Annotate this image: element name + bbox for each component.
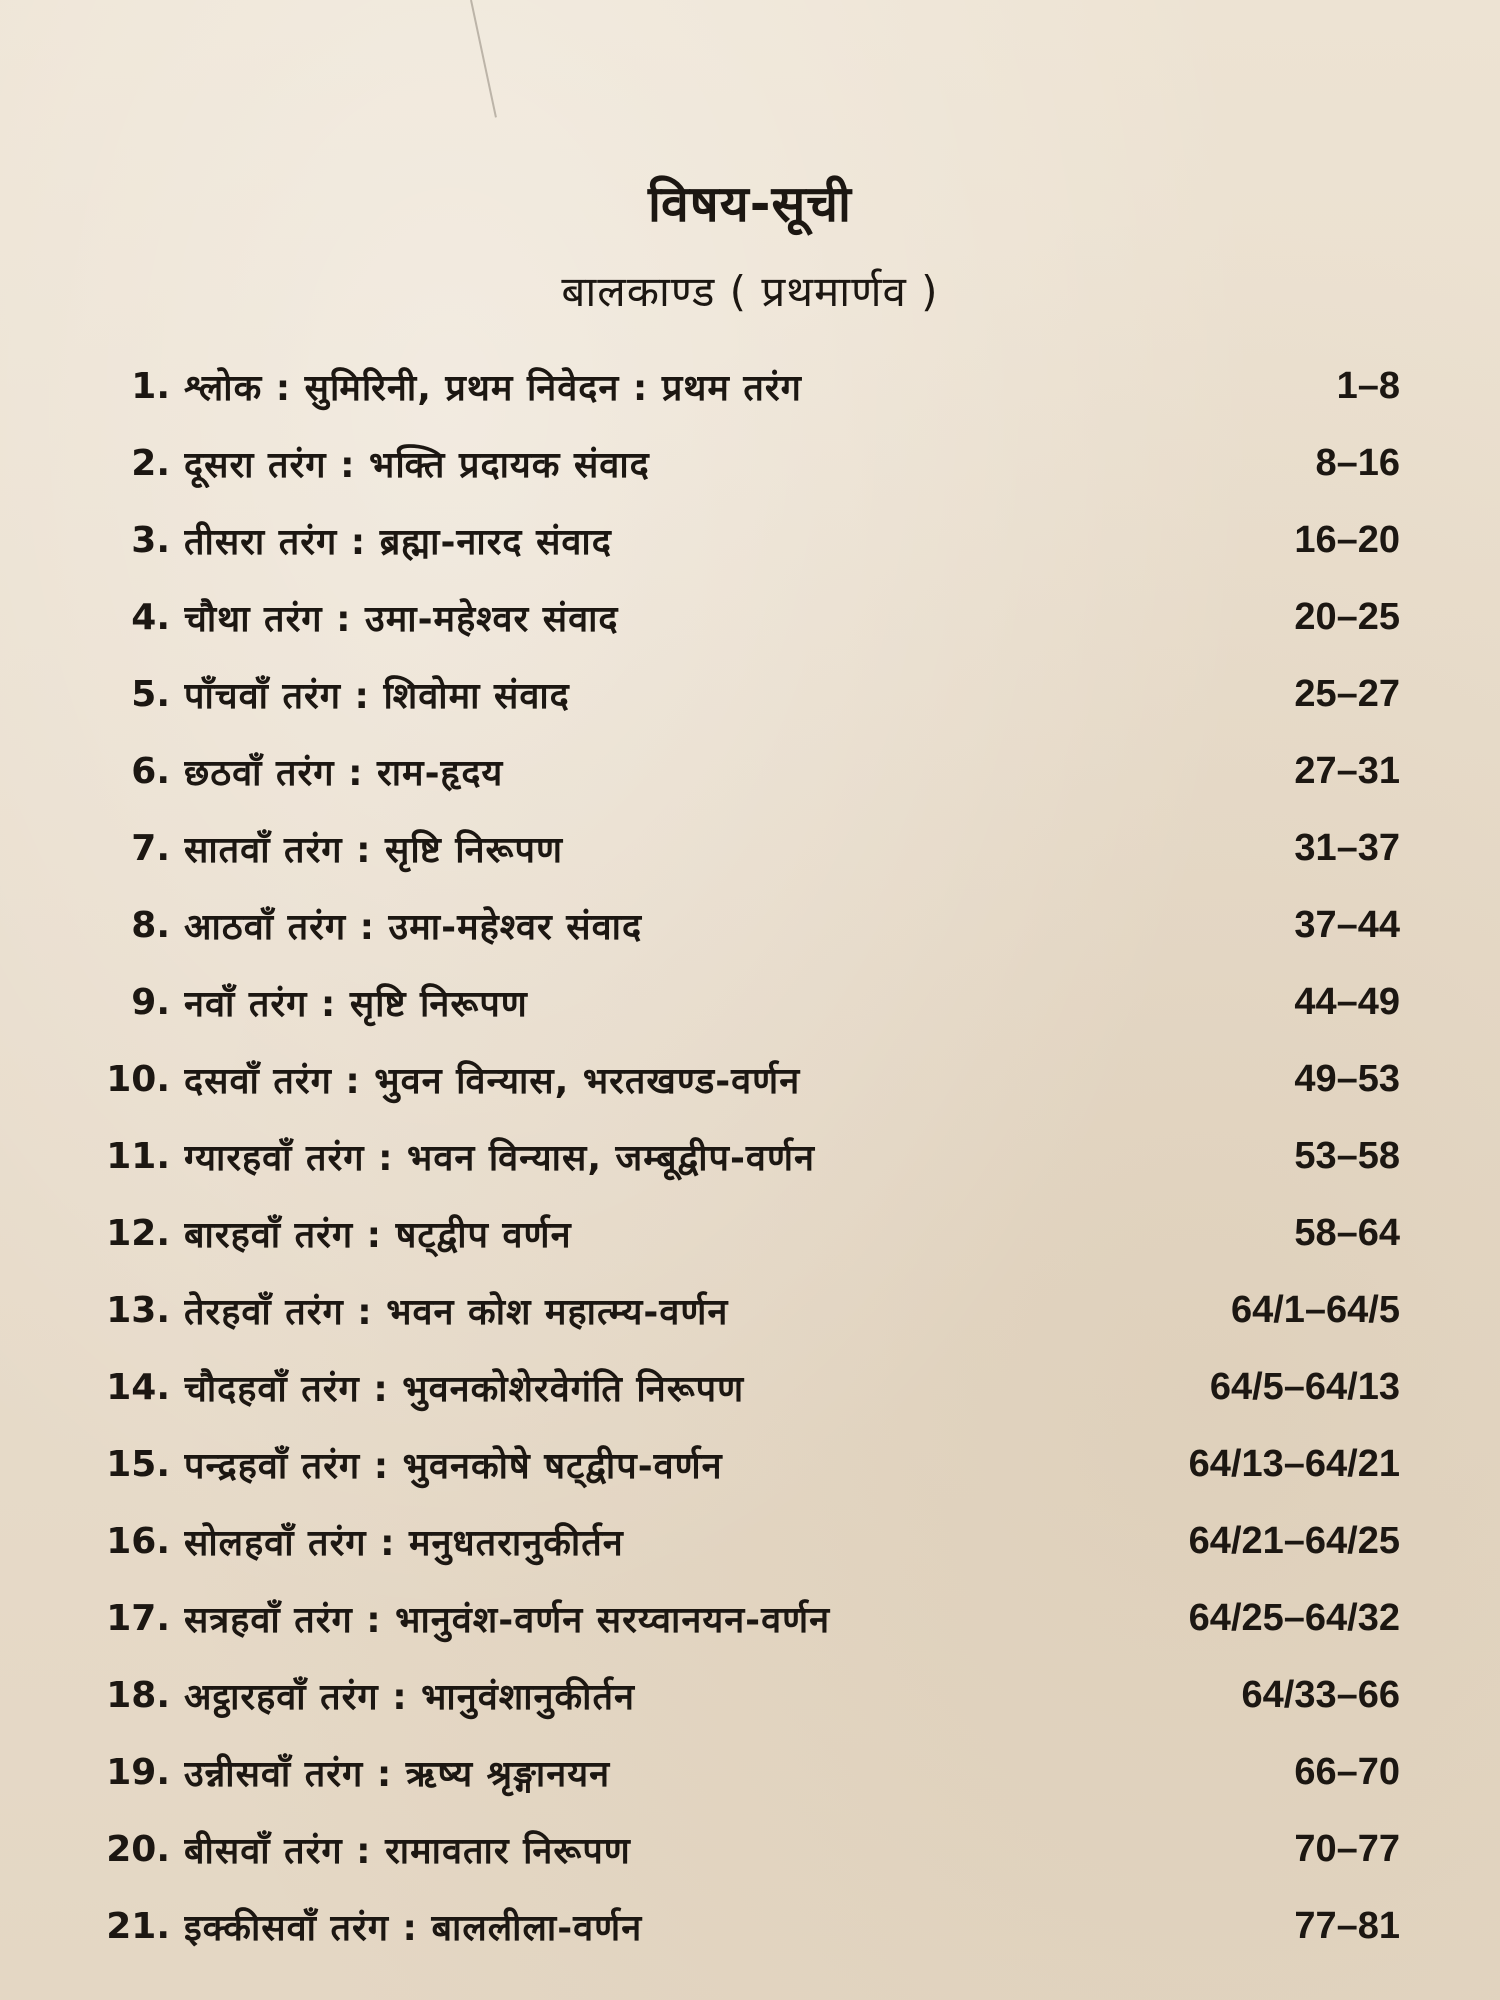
toc-pages: 8–16 (1315, 442, 1400, 484)
toc-text: छठवाँ तरंग : राम-हृदय (184, 753, 504, 794)
toc-pages: 64/25–64/32 (1188, 1597, 1400, 1639)
toc-pages: 31–37 (1294, 827, 1400, 869)
toc-text: ग्यारहवाँ तरंग : भवन विन्यास, जम्बूद्वीप-वर्णन (184, 1138, 815, 1179)
toc-text: सत्रहवाँ तरंग : भानुवंश-वर्णन सरय्वानयन-वर्णन (184, 1600, 831, 1641)
toc-text: पाँचवाँ तरंग : शिवोमा संवाद (184, 676, 570, 717)
toc-number: 20. (106, 1829, 170, 1870)
toc-text: दसवाँ तरंग : भुवन विन्यास, भरतखण्ड-वर्णन (184, 1061, 801, 1102)
toc-text: सोलहवाँ तरंग : मनुधतरानुकीर्तन (184, 1523, 624, 1564)
toc-text: नवाँ तरंग : सृष्टि निरूपण (184, 984, 528, 1025)
page-title: विषय-सूची (648, 175, 852, 233)
page-crease (470, 0, 497, 118)
toc-text: चौथा तरंग : उमा-महेश्वर संवाद (184, 599, 619, 640)
toc-row (80, 1426, 1400, 1503)
toc-pages: 66–70 (1294, 1751, 1400, 1793)
toc-row (80, 1041, 1400, 1118)
toc-text: उन्नीसवाँ तरंग : ऋष्य श्रृङ्गानयन (184, 1754, 611, 1795)
toc-number: 21. (106, 1906, 170, 1947)
toc-row (80, 502, 1400, 579)
toc-row (80, 1580, 1400, 1657)
toc-pages: 77–81 (1294, 1905, 1400, 1947)
toc-number: 4. (131, 597, 170, 638)
toc-number: 16. (106, 1521, 170, 1562)
toc-text: चौदहवाँ तरंग : भुवनकोशेरवेगंति निरूपण (184, 1369, 745, 1410)
toc-row (80, 964, 1400, 1041)
toc-row (80, 1118, 1400, 1195)
toc-row (80, 733, 1400, 810)
toc-pages: 49–53 (1294, 1058, 1400, 1100)
toc-text: बारहवाँ तरंग : षट्द्वीप वर्णन (184, 1215, 572, 1256)
toc-text: सातवाँ तरंग : सृष्टि निरूपण (184, 830, 563, 871)
toc-pages: 64/33–66 (1241, 1674, 1400, 1716)
toc-pages: 64/5–64/13 (1209, 1366, 1400, 1408)
toc-number: 18. (106, 1675, 170, 1716)
toc-number: 19. (106, 1752, 170, 1793)
table-of-contents (80, 348, 1400, 1965)
toc-number: 3. (131, 520, 170, 561)
toc-row (80, 656, 1400, 733)
toc-pages: 20–25 (1294, 596, 1400, 638)
toc-row (80, 425, 1400, 502)
toc-pages: 58–64 (1294, 1212, 1400, 1254)
toc-number: 10. (106, 1059, 170, 1100)
toc-number: 14. (106, 1367, 170, 1408)
toc-row (80, 348, 1400, 425)
toc-text: इक्कीसवाँ तरंग : बाललीला-वर्णन (184, 1908, 643, 1949)
toc-row (80, 1503, 1400, 1580)
toc-pages: 37–44 (1294, 904, 1400, 946)
toc-pages: 64/13–64/21 (1188, 1443, 1400, 1485)
toc-row (80, 887, 1400, 964)
toc-text: अट्ठारहवाँ तरंग : भानुवंशानुकीर्तन (184, 1677, 636, 1718)
toc-pages: 64/21–64/25 (1188, 1520, 1400, 1562)
toc-row (80, 1734, 1400, 1811)
toc-text: श्लोक : सुमिरिनी, प्रथम निवेदन : प्रथम तरंग (184, 368, 802, 409)
toc-row (80, 1349, 1400, 1426)
toc-text: पन्द्रहवाँ तरंग : भुवनकोषे षट्द्वीप-वर्णन (184, 1446, 723, 1487)
section-subtitle: बालकाण्ड ( प्रथमार्णव ) (561, 267, 939, 316)
toc-row (80, 579, 1400, 656)
toc-number: 15. (106, 1444, 170, 1485)
toc-number: 11. (106, 1136, 170, 1177)
toc-pages: 53–58 (1294, 1135, 1400, 1177)
toc-number: 12. (106, 1213, 170, 1254)
toc-number: 6. (131, 751, 170, 792)
toc-number: 9. (131, 982, 170, 1023)
toc-text: तीसरा तरंग : ब्रह्मा-नारद संवाद (184, 522, 612, 563)
toc-text: बीसवाँ तरंग : रामावतार निरूपण (184, 1831, 631, 1872)
toc-pages: 25–27 (1294, 673, 1400, 715)
toc-row (80, 810, 1400, 887)
toc-text: तेरहवाँ तरंग : भवन कोश महात्म्य-वर्णन (184, 1292, 729, 1333)
toc-pages: 44–49 (1294, 981, 1400, 1023)
toc-number: 5. (131, 674, 170, 715)
toc-number: 2. (131, 443, 170, 484)
toc-row (80, 1657, 1400, 1734)
toc-number: 7. (131, 828, 170, 869)
toc-pages: 70–77 (1294, 1828, 1400, 1870)
toc-row (80, 1811, 1400, 1888)
toc-pages: 16–20 (1294, 519, 1400, 561)
toc-number: 17. (106, 1598, 170, 1639)
toc-row (80, 1888, 1400, 1965)
toc-pages: 1–8 (1336, 365, 1400, 407)
toc-pages: 27–31 (1294, 750, 1400, 792)
toc-text: आठवाँ तरंग : उमा-महेश्वर संवाद (184, 907, 643, 948)
toc-text: दूसरा तरंग : भक्ति प्रदायक संवाद (184, 445, 650, 486)
toc-number: 13. (106, 1290, 170, 1331)
toc-pages: 64/1–64/5 (1230, 1289, 1400, 1331)
toc-row (80, 1272, 1400, 1349)
toc-number: 1. (131, 366, 170, 407)
toc-number: 8. (131, 905, 170, 946)
toc-row (80, 1195, 1400, 1272)
